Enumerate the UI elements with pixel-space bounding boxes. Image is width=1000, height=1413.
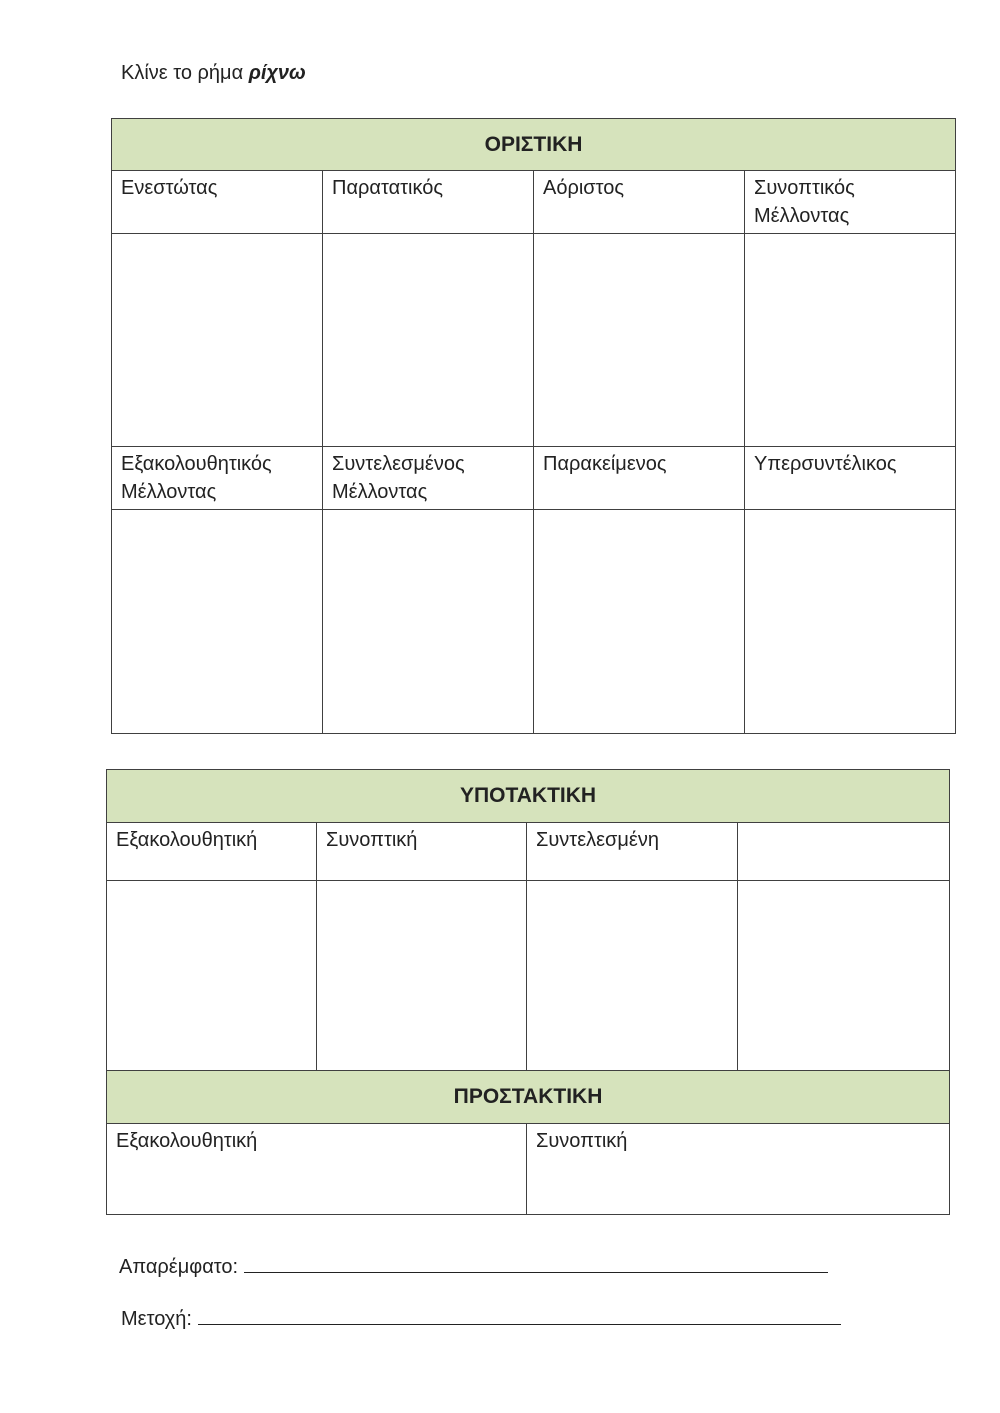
label-enestotas: Ενεστώτας [112, 171, 323, 234]
instruction-verb: ρίχνω [248, 62, 306, 84]
answer-cell-syntelesmenos-mellontas[interactable] [323, 510, 534, 734]
answer-cell-enestotas[interactable] [112, 234, 323, 447]
answer-cell-ypersyntelikos[interactable] [745, 510, 956, 734]
aparemfato-label: Απαρέμφατο: [119, 1256, 239, 1278]
answer-cell-ypotaktiki-extra[interactable] [738, 881, 950, 1071]
answer-cell-exakolouthitikos-mellontas[interactable] [112, 510, 323, 734]
answer-cell-aoristos[interactable] [534, 234, 745, 447]
label-prostaktiki-exakolouthitiki: Εξακολουθητική [116, 1130, 258, 1152]
label-parakeimenos: Παρακείμενος [534, 447, 745, 510]
label-syntelesmenos-mellontas: Συντελεσμένος Μέλλοντας [323, 447, 534, 510]
answer-cell-ypotaktiki-exakolouthitiki[interactable] [107, 881, 317, 1071]
label-synoptikos-mellontas: Συνοπτικός Μέλλοντας [745, 171, 956, 234]
answer-cell-synoptikos-mellontas[interactable] [745, 234, 956, 447]
label-ypersyntelikos: Υπερσυντέλικος [745, 447, 956, 510]
answer-cell-prostaktiki-synoptiki[interactable] [527, 1124, 950, 1215]
ypotaktiki-title: ΥΠΟΤΑΚΤΙΚΗ [107, 770, 950, 823]
instruction-text: Κλίνε το ρήμα [121, 62, 244, 84]
label-ypotaktiki-empty [738, 823, 950, 881]
answer-cell-prostaktiki-exakolouthitiki[interactable] [107, 1124, 527, 1215]
label-exakolouthitikos-mellontas: Εξακολουθητικός Μέλλοντας [112, 447, 323, 510]
oristiki-title: ΟΡΙΣΤΙΚΗ [112, 119, 956, 171]
label-ypotaktiki-synoptiki: Συνοπτική [317, 823, 527, 881]
label-aoristos: Αόριστος [534, 171, 745, 234]
label-ypotaktiki-exakolouthitiki: Εξακολουθητική [107, 823, 317, 881]
answer-cell-paratatikos[interactable] [323, 234, 534, 447]
answer-cell-parakeimenos[interactable] [534, 510, 745, 734]
metochi-label: Μετοχή: [121, 1308, 192, 1330]
label-paratatikos: Παρατατικός [323, 171, 534, 234]
metochi-answer-line[interactable] [198, 1302, 841, 1325]
ypotaktiki-prostaktiki-table [106, 769, 950, 1215]
metochi-row [121, 1302, 841, 1331]
instruction [121, 62, 306, 85]
oristiki-table [111, 118, 956, 734]
answer-cell-ypotaktiki-syntelesmeni[interactable] [527, 881, 738, 1071]
label-ypotaktiki-syntelesmeni: Συντελεσμένη [527, 823, 738, 881]
prostaktiki-title: ΠΡΟΣΤΑΚΤΙΚΗ [107, 1071, 950, 1124]
answer-cell-ypotaktiki-synoptiki[interactable] [317, 881, 527, 1071]
aparemfato-row [119, 1250, 828, 1279]
aparemfato-answer-line[interactable] [244, 1250, 828, 1273]
label-prostaktiki-synoptiki: Συνοπτική [536, 1130, 628, 1152]
